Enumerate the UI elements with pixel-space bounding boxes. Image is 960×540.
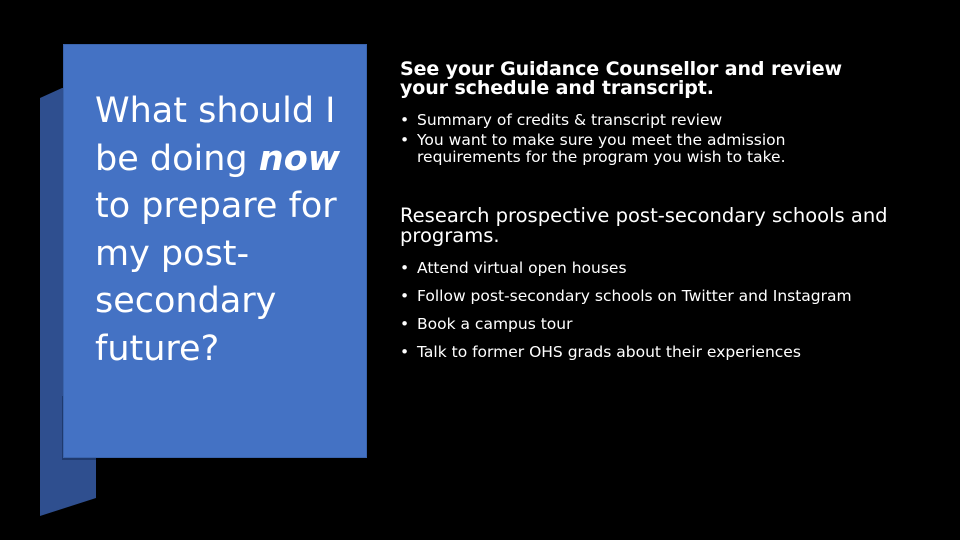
content-area xyxy=(400,60,890,361)
bullet-icon: • xyxy=(400,131,410,149)
bullet-item xyxy=(400,288,890,305)
bullet-item xyxy=(400,112,890,129)
bullet-icon: • xyxy=(400,259,410,277)
bullet-item xyxy=(400,344,890,361)
section-heading-research: Research prospective post-secondary schools and programs. xyxy=(400,204,888,247)
bullet-text: Follow post-secondary schools on Twitter and Instagram xyxy=(417,287,852,305)
bullet-icon: • xyxy=(400,343,410,361)
bullet-list-research xyxy=(400,260,890,361)
section-heading-guidance: See your Guidance Counsellor and review your schedule and transcript. xyxy=(400,58,842,99)
bullet-item xyxy=(400,316,890,333)
section-research xyxy=(400,206,890,361)
title-emphasis: now xyxy=(258,138,341,179)
slide-title xyxy=(95,88,357,373)
bullet-icon: • xyxy=(400,111,410,129)
title-part1: What should I be doing xyxy=(95,91,336,179)
bullet-text: Talk to former OHS grads about their experiences xyxy=(417,343,801,361)
bullet-text: Attend virtual open houses xyxy=(417,259,627,277)
bullet-icon: • xyxy=(400,315,410,333)
bullet-list-guidance xyxy=(400,112,890,166)
bullet-text: Summary of credits & transcript review xyxy=(417,111,723,129)
bullet-icon: • xyxy=(400,287,410,305)
bullet-item xyxy=(400,132,890,166)
bullet-item xyxy=(400,260,890,277)
section-guidance xyxy=(400,60,890,166)
bullet-text: You want to make sure you meet the admission requirements for the program you wish to take. xyxy=(417,131,786,166)
bullet-text: Book a campus tour xyxy=(417,315,573,333)
title-part2: to prepare for my post-secondary future? xyxy=(95,186,337,369)
